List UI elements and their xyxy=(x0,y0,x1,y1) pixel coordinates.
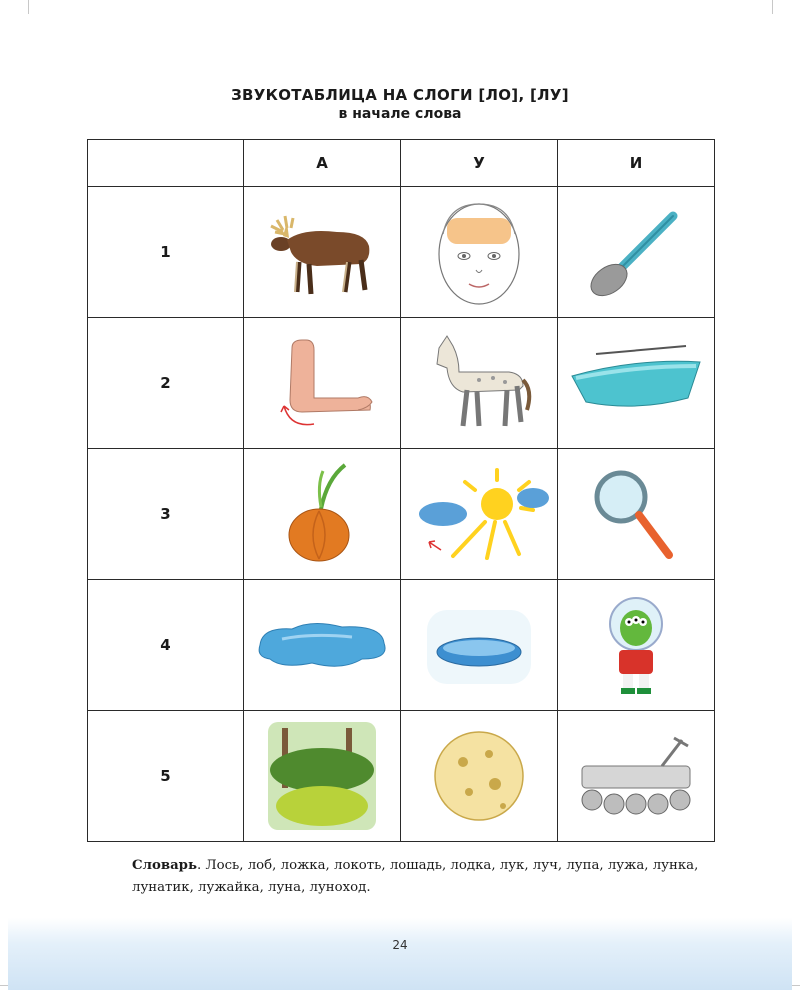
crop-mark xyxy=(28,0,29,14)
row-number: 3 xyxy=(88,449,244,580)
header-cell-i: И xyxy=(558,140,715,187)
row-number: 5 xyxy=(88,711,244,842)
cell-picture xyxy=(244,449,401,580)
cell-picture xyxy=(401,711,558,842)
cell-picture xyxy=(401,318,558,449)
row-number: 2 xyxy=(88,318,244,449)
dictionary-words: . Лось, лоб, ложка, локоть, лошадь, лодка, лук, луч, лупа, лужа, лунка, лунатик, лужайка, луна, луноход. xyxy=(132,858,699,895)
cell-picture xyxy=(244,580,401,711)
hole-picture xyxy=(419,600,539,690)
lunokhod-rover-picture xyxy=(566,726,706,826)
table-row xyxy=(88,449,715,580)
moose-picture xyxy=(257,202,387,302)
sun-rays-picture xyxy=(409,464,549,564)
puddle-picture xyxy=(252,615,392,675)
header-row xyxy=(88,140,715,187)
cell-picture xyxy=(244,187,401,318)
cell-picture xyxy=(401,449,558,580)
spoon-picture xyxy=(581,202,691,302)
dictionary-text xyxy=(132,855,712,899)
cell-picture xyxy=(401,187,558,318)
cell-picture xyxy=(401,580,558,711)
alien-picture xyxy=(591,590,681,700)
cell-picture xyxy=(244,318,401,449)
table-row xyxy=(88,187,715,318)
onion-picture xyxy=(267,459,377,569)
dictionary-label: Словарь xyxy=(132,858,198,873)
row-number: 1 xyxy=(88,187,244,318)
cell-picture xyxy=(558,187,715,318)
cell-picture xyxy=(558,580,715,711)
header-cell-empty xyxy=(88,140,244,187)
page-title: ЗВУКОТАБЛИЦА НА СЛОГИ [ЛО], [ЛУ] xyxy=(231,86,569,104)
row-number: 4 xyxy=(88,580,244,711)
crop-mark xyxy=(772,0,773,14)
boat-picture xyxy=(566,338,706,428)
face-picture xyxy=(429,194,529,310)
cell-picture xyxy=(558,318,715,449)
cell-picture xyxy=(558,449,715,580)
moon-picture xyxy=(429,726,529,826)
forest-glade-picture xyxy=(266,720,378,832)
footer-band xyxy=(8,918,792,990)
elbow-arm-picture xyxy=(262,328,382,438)
cell-picture xyxy=(244,711,401,842)
table-row xyxy=(88,711,715,842)
header-cell-a: А xyxy=(244,140,401,187)
sound-table xyxy=(87,139,715,842)
cell-picture xyxy=(558,711,715,842)
header-cell-u: У xyxy=(401,140,558,187)
page-subtitle: в начале слова xyxy=(338,106,462,122)
page-number: 24 xyxy=(392,938,408,952)
table-row xyxy=(88,318,715,449)
magnifier-picture xyxy=(581,459,691,569)
horse-picture xyxy=(419,328,539,438)
table-row xyxy=(88,580,715,711)
